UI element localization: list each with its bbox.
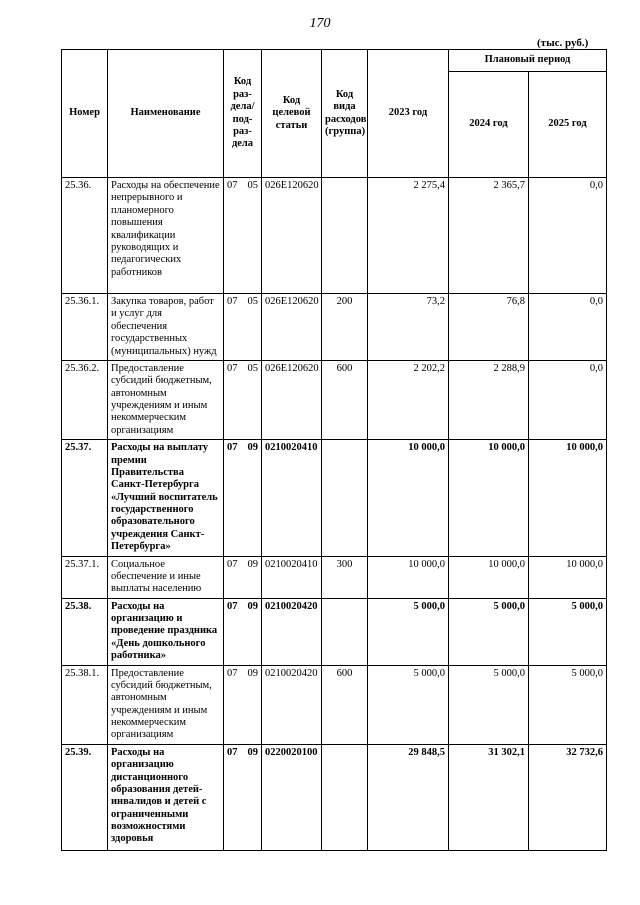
- row-number: 25.38.1.: [62, 665, 108, 744]
- row-2025: 10 000,0: [529, 556, 607, 598]
- row-section-code: 07: [227, 442, 238, 454]
- header-2023: 2023 год: [368, 50, 449, 178]
- row-expense-type: 200: [322, 294, 368, 361]
- row-2025: 5 000,0: [529, 598, 607, 665]
- row-name: Расходы на организацию дистанционного образования детей-инвалидов и детей с ограниченными возможностями здоровья: [108, 744, 224, 850]
- row-section-code: 07: [227, 558, 238, 570]
- table-row: [62, 294, 607, 361]
- row-number: 25.36.1.: [62, 294, 108, 361]
- row-2023: 73,2: [368, 294, 449, 361]
- row-2025: 0,0: [529, 360, 607, 439]
- table-row: [62, 440, 607, 556]
- row-2025: 0,0: [529, 178, 607, 294]
- table-row: [62, 178, 607, 294]
- row-section: [224, 744, 262, 850]
- row-2024: 10 000,0: [449, 556, 529, 598]
- row-expense-type: 600: [322, 665, 368, 744]
- row-section: [224, 178, 262, 294]
- row-section: [224, 360, 262, 439]
- row-2024: 5 000,0: [449, 598, 529, 665]
- row-target-code: 0210020420: [262, 598, 322, 665]
- header-section: Код раз-дела/ под-раз-дела: [224, 50, 262, 178]
- row-target-code: 026E120620: [262, 360, 322, 439]
- row-target-code: 026E120620: [262, 294, 322, 361]
- table-row: [62, 360, 607, 439]
- table-row: [62, 665, 607, 744]
- row-section-code: 07: [227, 296, 238, 307]
- row-subsection-code: 09: [247, 667, 258, 679]
- row-target-code: 0210020410: [262, 440, 322, 556]
- row-name: Расходы на выплату премии Правительства Санкт-Петербурга «Лучший воспитатель государственного образовательного учреждения Санкт-Петербурга»: [108, 440, 224, 556]
- row-target-code: 0210020420: [262, 665, 322, 744]
- row-2025: 32 732,6: [529, 744, 607, 850]
- header-target: Код целевой статьи: [262, 50, 322, 178]
- row-subsection-code: 05: [247, 180, 258, 191]
- row-name: Расходы на обеспечение непрерывного и планомерного повышения квалификации руководящих и педагогических работников: [108, 178, 224, 294]
- row-2024: 31 302,1: [449, 744, 529, 850]
- row-section-code: 07: [227, 362, 238, 374]
- budget-table: [61, 49, 607, 851]
- row-subsection-code: 09: [247, 746, 258, 758]
- row-2024: 10 000,0: [449, 440, 529, 556]
- row-name: Расходы на организацию и проведение праздника «День дошкольного работника»: [108, 598, 224, 665]
- row-target-code: 0210020410: [262, 556, 322, 598]
- row-2024: 76,8: [449, 294, 529, 361]
- row-2023: 5 000,0: [368, 598, 449, 665]
- row-section-code: 07: [227, 180, 238, 191]
- row-2023: 10 000,0: [368, 440, 449, 556]
- row-2025: 10 000,0: [529, 440, 607, 556]
- row-section: [224, 556, 262, 598]
- row-number: 25.36.2.: [62, 360, 108, 439]
- table-row: [62, 556, 607, 598]
- row-target-code: 026E120620: [262, 178, 322, 294]
- row-2023: 2 202,2: [368, 360, 449, 439]
- row-2025: 5 000,0: [529, 665, 607, 744]
- row-section-code: 07: [227, 667, 238, 679]
- row-2023: 29 848,5: [368, 744, 449, 850]
- row-expense-type: 600: [322, 360, 368, 439]
- row-section: [224, 665, 262, 744]
- row-2024: 2 365,7: [449, 178, 529, 294]
- row-number: 25.39.: [62, 744, 108, 850]
- row-section-code: 07: [227, 746, 238, 758]
- row-2023: 10 000,0: [368, 556, 449, 598]
- row-name: Предоставление субсидий бюджетным, автономным учреждениям и иным некоммерческим организациям: [108, 665, 224, 744]
- row-section: [224, 294, 262, 361]
- table-row: [62, 744, 607, 850]
- row-subsection-code: 09: [247, 600, 258, 612]
- row-2025: 0,0: [529, 294, 607, 361]
- row-section-code: 07: [227, 600, 238, 612]
- row-section: [224, 598, 262, 665]
- header-name: Наименование: [108, 50, 224, 178]
- row-subsection-code: 05: [247, 362, 258, 374]
- units-label: (тыс. руб.): [537, 37, 589, 49]
- row-number: 25.36.: [62, 178, 108, 294]
- row-expense-type: [322, 440, 368, 556]
- header-number: Номер: [62, 50, 108, 178]
- row-2023: 5 000,0: [368, 665, 449, 744]
- row-number: 25.37.1.: [62, 556, 108, 598]
- header-2025: 2025 год: [529, 72, 607, 178]
- row-2023: 2 275,4: [368, 178, 449, 294]
- row-target-code: 0220020100: [262, 744, 322, 850]
- row-2024: 2 288,9: [449, 360, 529, 439]
- row-expense-type: 300: [322, 556, 368, 598]
- header-expense-type: Код вида расходов (группа): [322, 50, 368, 178]
- row-name: Социальное обеспечение и иные выплаты населению: [108, 556, 224, 598]
- row-2024: 5 000,0: [449, 665, 529, 744]
- row-number: 25.37.: [62, 440, 108, 556]
- header-planned-period: Плановый период: [449, 50, 607, 72]
- table-row: [62, 598, 607, 665]
- page-number: 170: [309, 16, 331, 31]
- header-2024: 2024 год: [449, 72, 529, 178]
- row-name: Предоставление субсидий бюджетным, автономным учреждениям и иным некоммерческим организациям: [108, 360, 224, 439]
- row-subsection-code: 09: [247, 558, 258, 570]
- row-expense-type: [322, 598, 368, 665]
- table-body: [62, 178, 607, 851]
- row-expense-type: [322, 178, 368, 294]
- row-number: 25.38.: [62, 598, 108, 665]
- row-subsection-code: 05: [247, 296, 258, 307]
- row-subsection-code: 09: [247, 442, 258, 454]
- row-section: [224, 440, 262, 556]
- row-expense-type: [322, 744, 368, 850]
- row-name: Закупка товаров, работ и услуг для обеспечения государственных (муниципальных) нужд: [108, 294, 224, 361]
